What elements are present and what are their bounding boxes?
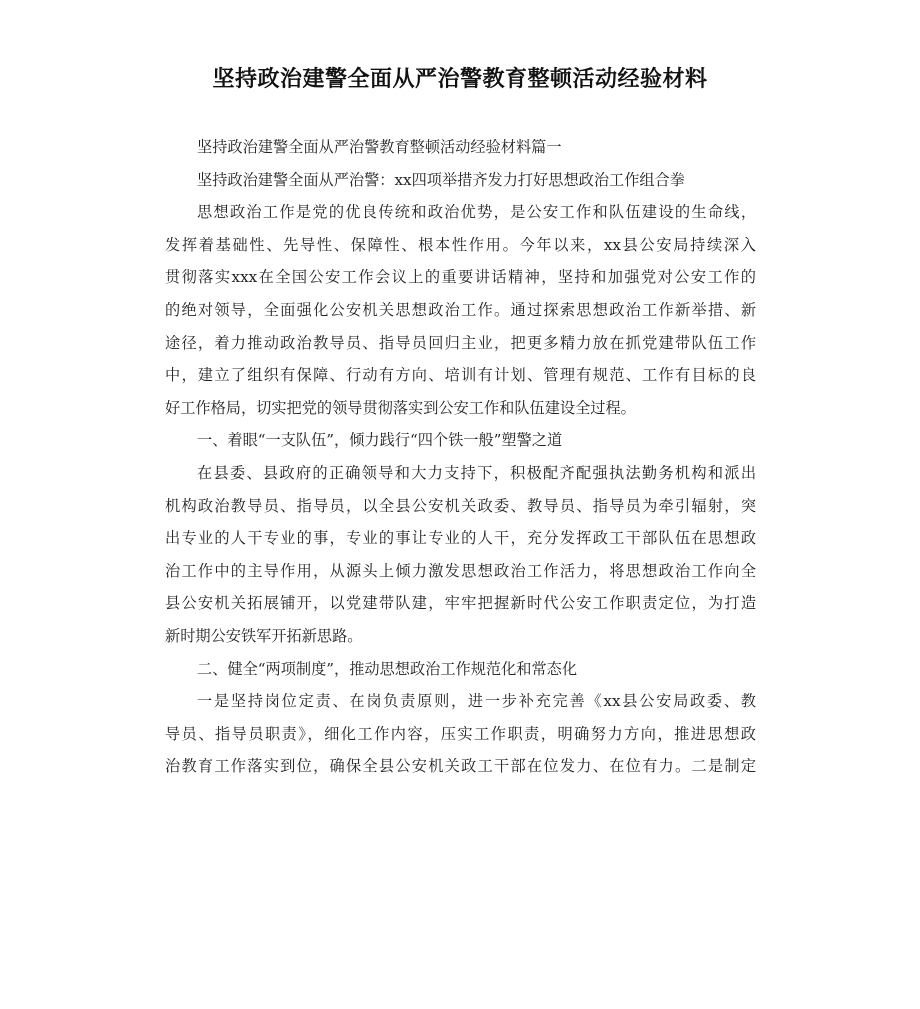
text-line: 发挥着基础性、先导性、保障性、根本性作用。今年以来，xx县公安局持续深入 xyxy=(165,235,756,254)
text-line: 在县委、县政府的正确领导和大力支持下，积极配齐配强执法勤务机构和派出 xyxy=(197,463,756,482)
text-line: 中，建立了组织有保障、行动有方向、培训有计划、管理有规范、工作有目标的良 xyxy=(165,366,756,385)
text-line: 坚持政治建警全面从严治警：xx四项举措齐发力打好思想政治工作组合拳 xyxy=(197,170,685,189)
text-line: 出专业的人干专业的事，专业的事让专业的人干，充分发挥政工干部队伍在思想政 xyxy=(165,529,756,548)
text-line: 好工作格局，切实把党的领导贯彻落实到公安工作和队伍建设全过程。 xyxy=(165,398,636,417)
text-line: 新时期公安铁军开拓新思路。 xyxy=(165,626,363,645)
text-line: 机构政治教导员、指导员，以全县公安机关政委、教导员、指导员为牵引辐射，突 xyxy=(165,496,756,515)
text-line: 一、着眼“一支队伍”，倾力践行“四个铁一般”塑警之道 xyxy=(197,431,563,450)
document-body xyxy=(165,131,756,783)
text-line: 治教育工作落实到位，确保全县公安机关政工干部在位发力、在位有力。二是制定 xyxy=(165,757,756,776)
text-line: 县公安机关拓展铺开，以党建带队建，牢牢把握新时代公安工作职责定位，为打造 xyxy=(165,594,756,613)
text-line: 的绝对领导，全面强化公安机关思想政治工作。通过探索思想政治工作新举措、新 xyxy=(165,300,756,319)
text-line: 导员、指导员职责》，细化工作内容，压实工作职责，明确努力方向，推进思想政 xyxy=(165,724,756,743)
text-line: 贯彻落实xxx在全国公安工作会议上的重要讲话精神，坚持和加强党对公安工作的 xyxy=(165,268,756,287)
text-line: 二、健全“两项制度”，推动思想政治工作规范化和常态化 xyxy=(197,659,578,678)
text-line: 坚持政治建警全面从严治警教育整顿活动经验材料篇一 xyxy=(197,138,562,156)
document-title: 坚持政治建警全面从严治警教育整顿活动经验材料 xyxy=(212,67,708,92)
text-line: 途径，着力推动政治教导员、指导员回归主业，把更多精力放在抓党建带队伍工作 xyxy=(165,333,756,352)
text-line: 一是坚持岗位定责、在岗负责原则，进一步补充完善《xx县公安局政委、教 xyxy=(197,692,756,711)
text-line: 思想政治工作是党的优良传统和政治优势，是公安工作和队伍建设的生命线， xyxy=(197,203,756,222)
text-line: 治工作中的主导作用，从源头上倾力激发思想政治工作活力，将思想政治工作向全 xyxy=(165,561,756,580)
